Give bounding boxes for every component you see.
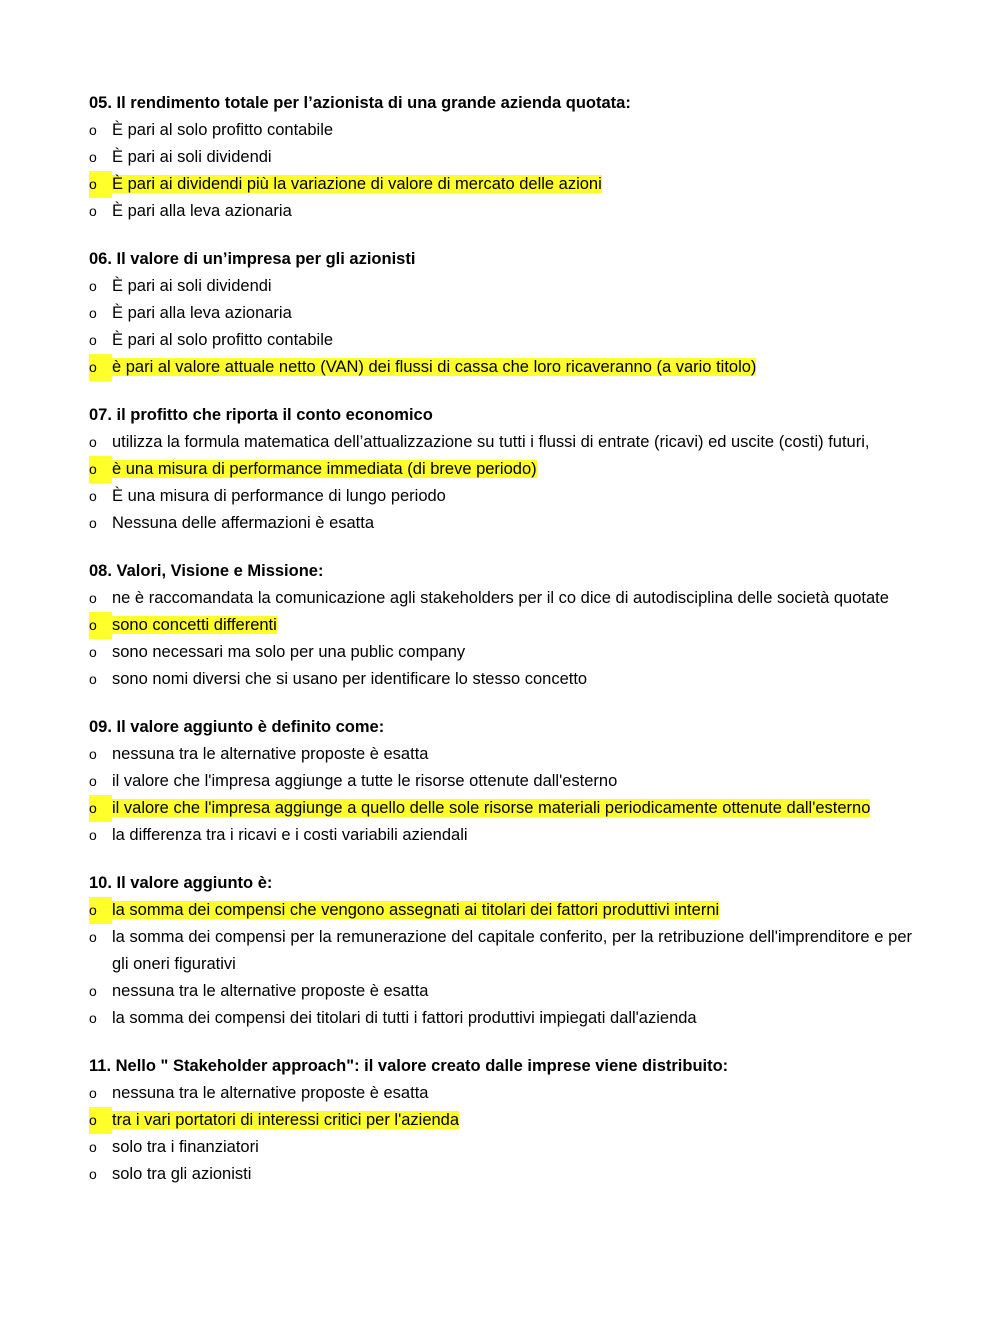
answer-option	[89, 429, 912, 456]
answer-text: tra i vari portatori di interessi critici per l'azienda	[112, 1111, 460, 1129]
answer-option-highlighted	[89, 171, 912, 198]
bullet-icon: o	[89, 897, 112, 924]
answer-list	[89, 1080, 912, 1188]
answer-option	[89, 510, 912, 537]
answer-text: nessuna tra le alternative proposte è esatta	[112, 1084, 429, 1102]
answer-option	[89, 639, 912, 666]
answer-list	[89, 117, 912, 225]
bullet-icon: o	[89, 644, 97, 660]
answer-option	[89, 1161, 912, 1188]
bullet-icon: o	[89, 1085, 97, 1101]
bullet-icon: o	[89, 456, 112, 483]
bullet-icon: o	[89, 434, 97, 450]
question-title: 07. il profitto che riporta il conto economico	[89, 406, 433, 424]
answer-option	[89, 978, 912, 1005]
bullet-icon: o	[89, 332, 97, 348]
answer-option	[89, 741, 912, 768]
answer-text: è pari al valore attuale netto (VAN) dei flussi di cassa che loro ricaveranno (a vario titolo)	[112, 358, 757, 376]
bullet-icon: o	[89, 122, 97, 138]
bullet-icon: o	[89, 1166, 97, 1182]
question-block-6	[89, 870, 912, 1032]
question-title: 09. Il valore aggiunto è definito come:	[89, 718, 385, 736]
answer-option	[89, 768, 912, 795]
answer-text: la differenza tra i ricavi e i costi variabili aziendali	[112, 826, 468, 844]
answer-list	[89, 273, 912, 381]
answer-list	[89, 585, 912, 693]
bullet-icon: o	[89, 515, 97, 531]
question-title: 05. Il rendimento totale per l’azionista di una grande azienda quotata:	[89, 94, 631, 112]
answer-text: ne è raccomandata la comunicazione agli stakeholders per il co dice di autodisciplina delle società quotate	[112, 589, 889, 607]
bullet-icon: o	[89, 773, 97, 789]
question-title: 10. Il valore aggiunto è:	[89, 874, 273, 892]
answer-text: utilizza la formula matematica dell’attualizzazione su tutti i flussi di entrate (ricavi) ed uscite (costi) futuri,	[112, 433, 870, 451]
bullet-icon: o	[89, 488, 97, 504]
answer-text: nessuna tra le alternative proposte è esatta	[112, 982, 429, 1000]
answer-text: È pari alla leva azionaria	[112, 304, 292, 322]
bullet-icon: o	[89, 278, 97, 294]
bullet-icon: o	[89, 1139, 97, 1155]
answer-option-highlighted	[89, 612, 912, 639]
answer-text: il valore che l'impresa aggiunge a quello delle sole risorse materiali periodicamente ottenute dall'esterno	[112, 799, 871, 817]
question-block-5	[89, 714, 912, 849]
bullet-icon: o	[89, 795, 112, 822]
answer-option-highlighted	[89, 897, 912, 924]
bullet-icon: o	[89, 612, 112, 639]
answer-text: È pari ai dividendi più la variazione di valore di mercato delle azioni	[112, 175, 602, 193]
question-title: 11. Nello " Stakeholder approach": il valore creato dalle imprese viene distribuito:	[89, 1057, 729, 1075]
answer-option-highlighted	[89, 1107, 912, 1134]
answer-list	[89, 429, 912, 537]
answer-option	[89, 300, 912, 327]
bullet-icon: o	[89, 983, 97, 999]
answer-option	[89, 273, 912, 300]
bullet-icon: o	[89, 171, 112, 198]
question-block-7	[89, 1053, 912, 1188]
bullet-icon: o	[89, 827, 97, 843]
answer-option	[89, 1005, 912, 1032]
answer-option	[89, 198, 912, 225]
question-title: 08. Valori, Visione e Missione:	[89, 562, 324, 580]
answer-option	[89, 924, 912, 978]
answer-text: il valore che l'impresa aggiunge a tutte le risorse ottenute dall'esterno	[112, 772, 618, 790]
bullet-icon: o	[89, 149, 97, 165]
answer-option	[89, 1080, 912, 1107]
answer-option-highlighted	[89, 456, 912, 483]
answer-text: È pari al solo profitto contabile	[112, 121, 334, 139]
answer-option	[89, 483, 912, 510]
quiz-page	[89, 90, 912, 1209]
answer-text: la somma dei compensi che vengono assegnati ai titolari dei fattori produttivi interni	[112, 901, 720, 919]
answer-option-highlighted	[89, 354, 912, 381]
answer-option	[89, 666, 912, 693]
answer-text: sono nomi diversi che si usano per identificare lo stesso concetto	[112, 670, 588, 688]
question-title: 06. Il valore di un’impresa per gli azionisti	[89, 250, 416, 268]
answer-option	[89, 1134, 912, 1161]
answer-text: la somma dei compensi dei titolari di tutti i fattori produttivi impiegati dall'azienda	[112, 1009, 697, 1027]
bullet-icon: o	[89, 746, 97, 762]
answer-option	[89, 585, 912, 612]
answer-text: sono necessari ma solo per una public company	[112, 643, 466, 661]
answer-option-highlighted	[89, 795, 912, 822]
question-block-4	[89, 558, 912, 693]
bullet-icon: o	[89, 203, 97, 219]
question-block-1	[89, 90, 912, 225]
bullet-icon: o	[89, 929, 97, 945]
answer-text: solo tra i finanziatori	[112, 1138, 259, 1156]
answer-text: sono concetti differenti	[112, 616, 277, 634]
question-block-2	[89, 246, 912, 381]
answer-text: la somma dei compensi per la remunerazione del capitale conferito, per la retribuzione dell'imprenditore e per gli oneri figurativi	[112, 928, 912, 973]
bullet-icon: o	[89, 305, 97, 321]
answer-option	[89, 117, 912, 144]
answer-option	[89, 822, 912, 849]
bullet-icon: o	[89, 1010, 97, 1026]
bullet-icon: o	[89, 354, 112, 381]
answer-text: Nessuna delle affermazioni è esatta	[112, 514, 375, 532]
bullet-icon: o	[89, 1107, 112, 1134]
answer-text: È una misura di performance di lungo periodo	[112, 487, 446, 505]
bullet-icon: o	[89, 590, 97, 606]
answer-text: È pari ai soli dividendi	[112, 148, 272, 166]
answer-option	[89, 327, 912, 354]
answer-text: È pari alla leva azionaria	[112, 202, 292, 220]
answer-text: è una misura di performance immediata (di breve periodo)	[112, 460, 537, 478]
bullet-icon: o	[89, 671, 97, 687]
answer-text: È pari ai soli dividendi	[112, 277, 272, 295]
answer-text: È pari al solo profitto contabile	[112, 331, 334, 349]
answer-option	[89, 144, 912, 171]
question-block-3	[89, 402, 912, 537]
answer-list	[89, 897, 912, 1032]
answer-text: solo tra gli azionisti	[112, 1165, 252, 1183]
answer-list	[89, 741, 912, 849]
answer-text: nessuna tra le alternative proposte è esatta	[112, 745, 429, 763]
